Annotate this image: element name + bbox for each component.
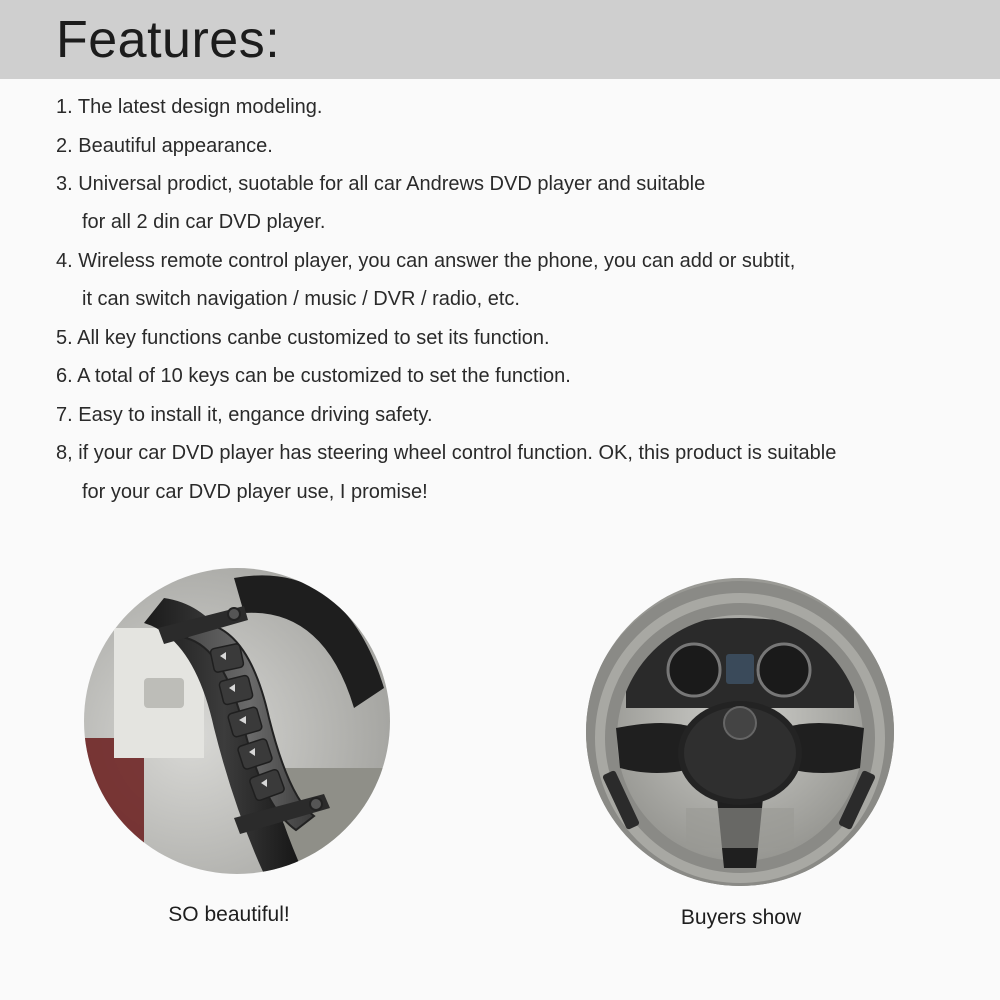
page-title: Features:: [56, 11, 281, 69]
feature-item-4: 4. Wireless remote control player, you can answer the phone, you can add or subtit,: [56, 250, 796, 272]
feature-item-5: 5. All key functions canbe customized to set its function.: [56, 327, 550, 349]
photo-caption-left: SO beautiful!: [168, 903, 290, 926]
feature-item-3: 3. Universal prodict, suotable for all car Andrews DVD player and suitable: [56, 173, 706, 195]
feature-item-3-continued: for all 2 din car DVD player.: [82, 211, 326, 233]
photo-caption-right: Buyers show: [680, 906, 802, 929]
feature-item-4-continued: it can switch navigation / music / DVR / radio, etc.: [82, 288, 520, 310]
feature-item-1: 1. The latest design modeling.: [56, 96, 323, 118]
header-band: [0, 0, 1000, 79]
feature-item-6: 6. A total of 10 keys can be customized to set the function.: [56, 365, 571, 387]
feature-item-2: 2. Beautiful appearance.: [56, 135, 273, 157]
buyer-photo-dashboard: [586, 578, 894, 886]
feature-item-8: 8, if your car DVD player has steering wheel control function. OK, this product is suitable: [56, 442, 837, 464]
product-photo-closeup: [84, 568, 390, 874]
feature-item-8-continued: for your car DVD player use, I promise!: [82, 481, 428, 503]
content-area: [0, 79, 1000, 1000]
feature-item-7: 7. Easy to install it, engance driving safety.: [56, 404, 433, 426]
